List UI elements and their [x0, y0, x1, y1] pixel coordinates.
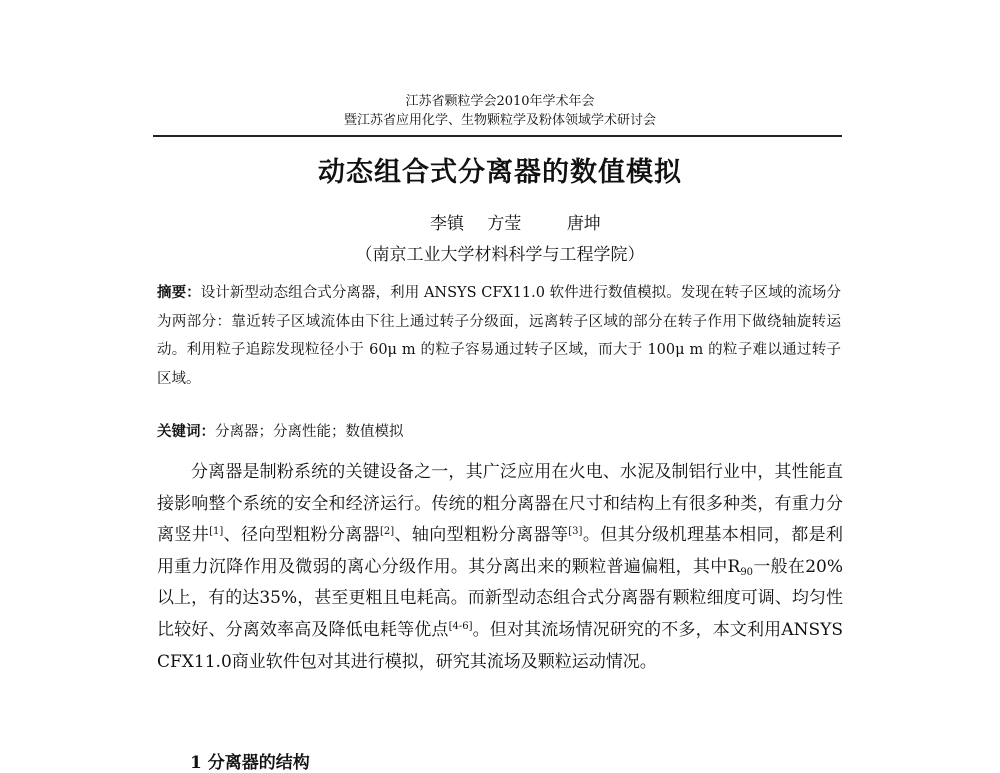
section-heading: 1 分离器的结构 — [190, 753, 310, 773]
paper-title: 动态组合式分离器的数值模拟 — [318, 157, 682, 188]
author-name: 李镇 — [430, 214, 464, 234]
body-segment: 一般在20%以上，有的达35%，甚至更粗且电耗高。而新型动态组合式分离器有颗粒细度可调、均匀性比较好、分离效率高及降低电耗等优点 — [157, 556, 843, 640]
conference-header — [150, 92, 850, 130]
body-segment: 。但其分级机理基本相同，都是利用重力沉降作用及微弱的离心分级作用。其分离出来的颗粒普遍偏粗，其中R — [157, 525, 844, 577]
citation: [4-6] — [448, 620, 473, 632]
author-list — [430, 209, 601, 234]
keywords — [157, 418, 841, 446]
subscript: 90 — [740, 566, 754, 578]
author-name: 方莹 — [487, 214, 522, 234]
abstract-label: 摘要： — [157, 284, 201, 301]
conference-line-2: 暨江苏省应用化学、生物颗粒学及粉体领域学术研讨会 — [343, 113, 656, 128]
keywords-text: 分离器；分离性能；数值模拟 — [215, 424, 404, 440]
keywords-label: 关键词： — [157, 423, 215, 440]
body-segment: 。但对其流场情况研究的不多，本文利用ANSYS CFX11.0商业软件包对其进行模拟，研究其流场及颗粒运动情况。 — [157, 619, 843, 672]
abstract-text: 设计新型动态组合式分离器，利用 ANSYS CFX11.0 软件进行数值模拟。发现在转子区域的流场分为两部分：靠近转子区域流体由下往上通过转子分级面，远离转子区域的部分在转子作用下做绕轴旋转运动。利用粒子追踪发现粒径小于 60μ m 的粒子容易通过转子区域，而大于 100μ m 的粒子难以通过转子区域。 — [157, 285, 842, 387]
body-text — [157, 457, 843, 678]
body-segment: 分离器是制粉系统的关键设备之一，其广泛应用在火电、水泥及制铝行业中，其性能直接影响整个系统的安全和经济运行。传统的粗分离器在尺寸和结构上有很多种类，有重力分离竖井 — [157, 462, 843, 546]
citation: [3] — [568, 526, 583, 538]
citation: [1] — [209, 526, 224, 538]
affiliation: （南京工业大学材料科学与工程学院） — [355, 245, 645, 265]
body-paragraph — [157, 457, 843, 678]
conference-line-1: 江苏省颗粒学会2010年学术年会 — [405, 94, 595, 109]
body-segment: 、轴向型粗粉分离器等 — [394, 525, 569, 546]
abstract — [157, 279, 841, 393]
author-name: 唐坤 — [566, 214, 601, 234]
header-rule — [153, 135, 842, 137]
citation: [2] — [380, 526, 395, 538]
body-segment: 、径向型粗粉分离器 — [223, 525, 381, 546]
